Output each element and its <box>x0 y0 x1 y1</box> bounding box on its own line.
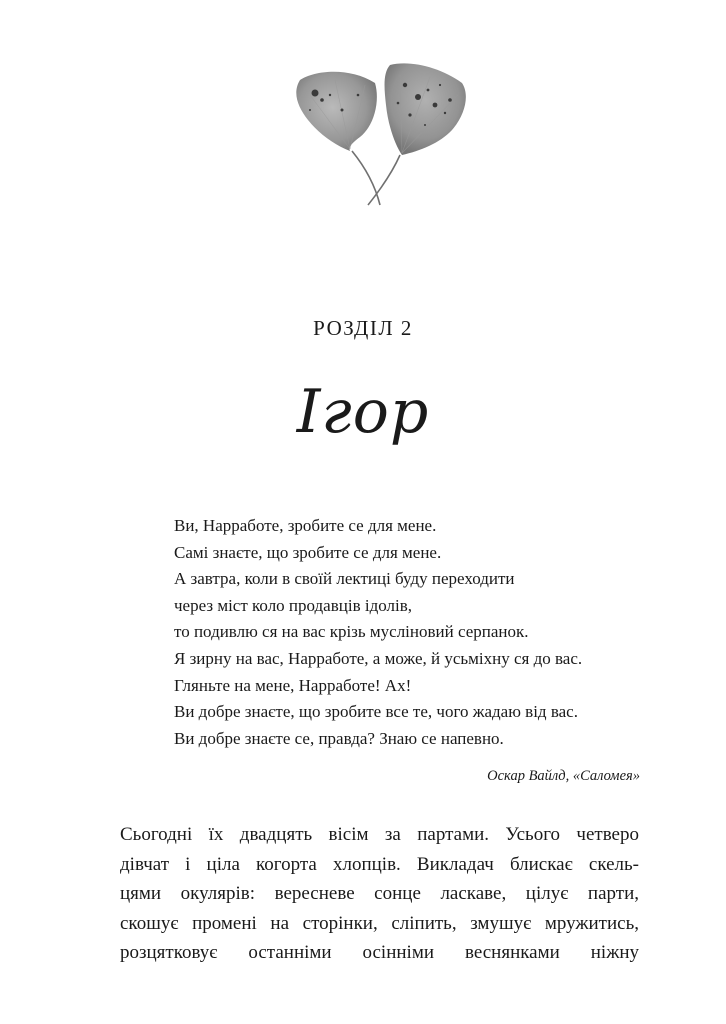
epigraph-line: Самі знаєте, що зробите се для мене. <box>174 542 442 562</box>
epigraph-line: А завтра, коли в своїй лектиці буду переходити <box>174 569 515 589</box>
right-ginkgo-leaf <box>385 63 466 155</box>
body-line: скошує промені на сторінки, сліпить, змушує мружитись, <box>120 912 639 934</box>
ginkgo-leaves-icon <box>280 55 480 215</box>
body-line: розцятковує останніми осінніми веснянками ніжну <box>120 942 639 964</box>
epigraph <box>174 513 644 752</box>
epigraph-line: Ви добре знаєте се, правда? Знаю се напевно. <box>174 728 504 748</box>
chapter-label: РОЗДІЛ 2 <box>313 316 413 340</box>
stem-left <box>352 151 380 205</box>
epigraph-line: через міст коло продавців ідолів, <box>174 595 412 615</box>
epigraph-line: Я зирну на вас, Нарработе, а може, й усьміхну ся до вас. <box>174 648 583 668</box>
left-ginkgo-leaf <box>296 72 377 151</box>
epigraph-line: Гляньте на мене, Нарработе! Ах! <box>174 675 412 695</box>
body-line: цями окулярів: вересневе сонце ласкаве, цілує парти, <box>120 883 639 905</box>
body-line: Сьогодні їх двадцять вісім за партами. Усього четверо <box>120 824 639 845</box>
epigraph-line: Ви, Нарработе, зробите се для мене. <box>174 516 437 535</box>
body-line: дівчат і ціла когорта хлопців. Викладач блискає скель- <box>120 853 639 875</box>
stem-right <box>368 155 400 205</box>
epigraph-line: то подивлю ся на вас крізь мусліновий серпанок. <box>174 622 529 642</box>
chapter-title: Ігор <box>296 377 430 447</box>
epigraph-line: Ви добре знаєте, що зробите все те, чого жадаю від вас. <box>174 702 578 722</box>
epigraph-attribution: Оскар Вайлд, «Саломея» <box>487 768 640 784</box>
body-text <box>120 820 639 968</box>
